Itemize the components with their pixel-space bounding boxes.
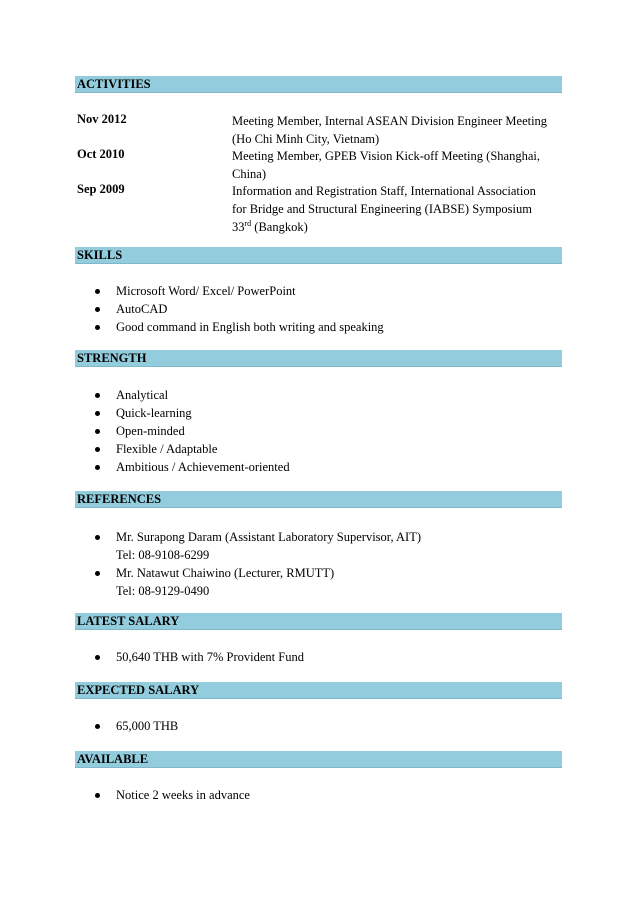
activity-description	[232, 147, 562, 183]
activity-line: (Ho Chi Minh City, Vietnam)	[232, 132, 380, 146]
list-item	[95, 458, 565, 476]
bullet-icon	[95, 447, 100, 452]
activity-line: Meeting Member, GPEB Vision Kick-off Meeting (Shanghai,	[232, 149, 540, 163]
bullet-icon	[95, 793, 100, 798]
list-item	[95, 318, 565, 336]
list-item-text: Open-minded	[116, 424, 185, 438]
list-item-text: Notice 2 weeks in advance	[116, 788, 250, 802]
list-item	[95, 300, 565, 318]
activity-line: for Bridge and Structural Engineering (IABSE) Symposium	[232, 202, 532, 216]
ordinal-number: 33	[232, 220, 245, 234]
list-item	[95, 386, 565, 404]
list-item	[95, 786, 565, 804]
strength-list	[95, 386, 565, 476]
list-item	[95, 282, 565, 300]
available-list	[95, 786, 565, 804]
activity-date: Nov 2012	[77, 112, 127, 126]
ordinal-suffix: rd	[244, 218, 252, 228]
list-item-text: Analytical	[116, 388, 169, 402]
list-item	[95, 717, 565, 735]
list-item	[95, 648, 565, 666]
list-item-text: Quick-learning	[116, 406, 192, 420]
list-item	[95, 528, 565, 564]
list-item-text: 50,640 THB with 7% Provident Fund	[116, 650, 304, 664]
list-item	[95, 422, 565, 440]
list-item-text: 65,000 THB	[116, 719, 179, 733]
bullet-icon	[95, 289, 100, 294]
section-header-strength: STRENGTH	[75, 350, 562, 367]
section-header-available: AVAILABLE	[75, 751, 562, 768]
list-item-text: Ambitious / Achievement-oriented	[116, 460, 290, 474]
activity-date: Oct 2010	[77, 147, 125, 161]
list-item-text: AutoCAD	[116, 302, 168, 316]
bullet-icon	[95, 724, 100, 729]
section-header-latest-salary: LATEST SALARY	[75, 613, 562, 630]
bullet-icon	[95, 655, 100, 660]
reference-name: Mr. Natawut Chaiwino (Lecturer, RMUTT)	[116, 566, 335, 580]
activity-line: Meeting Member, Internal ASEAN Division Engineer Meeting	[232, 114, 548, 128]
list-item-text: Microsoft Word/ Excel/ PowerPoint	[116, 284, 296, 298]
reference-phone: Tel: 08-9129-0490	[116, 584, 210, 598]
latest-salary-list	[95, 648, 565, 666]
expected-salary-list	[95, 717, 565, 735]
section-header-expected-salary: EXPECTED SALARY	[75, 682, 562, 699]
list-item	[95, 404, 565, 422]
list-item-text: Good command in English both writing and speaking	[116, 320, 384, 334]
list-item	[95, 564, 565, 600]
activity-line: Information and Registration Staff, International Association	[232, 184, 536, 198]
activity-line	[232, 218, 562, 236]
bullet-icon	[95, 429, 100, 434]
bullet-icon	[95, 411, 100, 416]
section-header-activities: ACTIVITIES	[75, 76, 562, 93]
activity-line: China)	[232, 167, 267, 181]
bullet-icon	[95, 325, 100, 330]
activity-location: (Bangkok)	[251, 220, 308, 234]
list-item	[95, 440, 565, 458]
section-header-skills: SKILLS	[75, 247, 562, 264]
activity-date: Sep 2009	[77, 182, 125, 196]
bullet-icon	[95, 571, 100, 576]
activity-description	[232, 182, 562, 236]
skills-list	[95, 282, 565, 336]
bullet-icon	[95, 535, 100, 540]
bullet-icon	[95, 393, 100, 398]
bullet-icon	[95, 307, 100, 312]
references-list	[95, 528, 565, 600]
bullet-icon	[95, 465, 100, 470]
reference-name: Mr. Surapong Daram (Assistant Laboratory Supervisor, AIT)	[116, 530, 421, 544]
section-header-references: REFERENCES	[75, 491, 562, 508]
reference-phone: Tel: 08-9108-6299	[116, 548, 210, 562]
activity-description	[232, 112, 562, 148]
list-item-text: Flexible / Adaptable	[116, 442, 218, 456]
